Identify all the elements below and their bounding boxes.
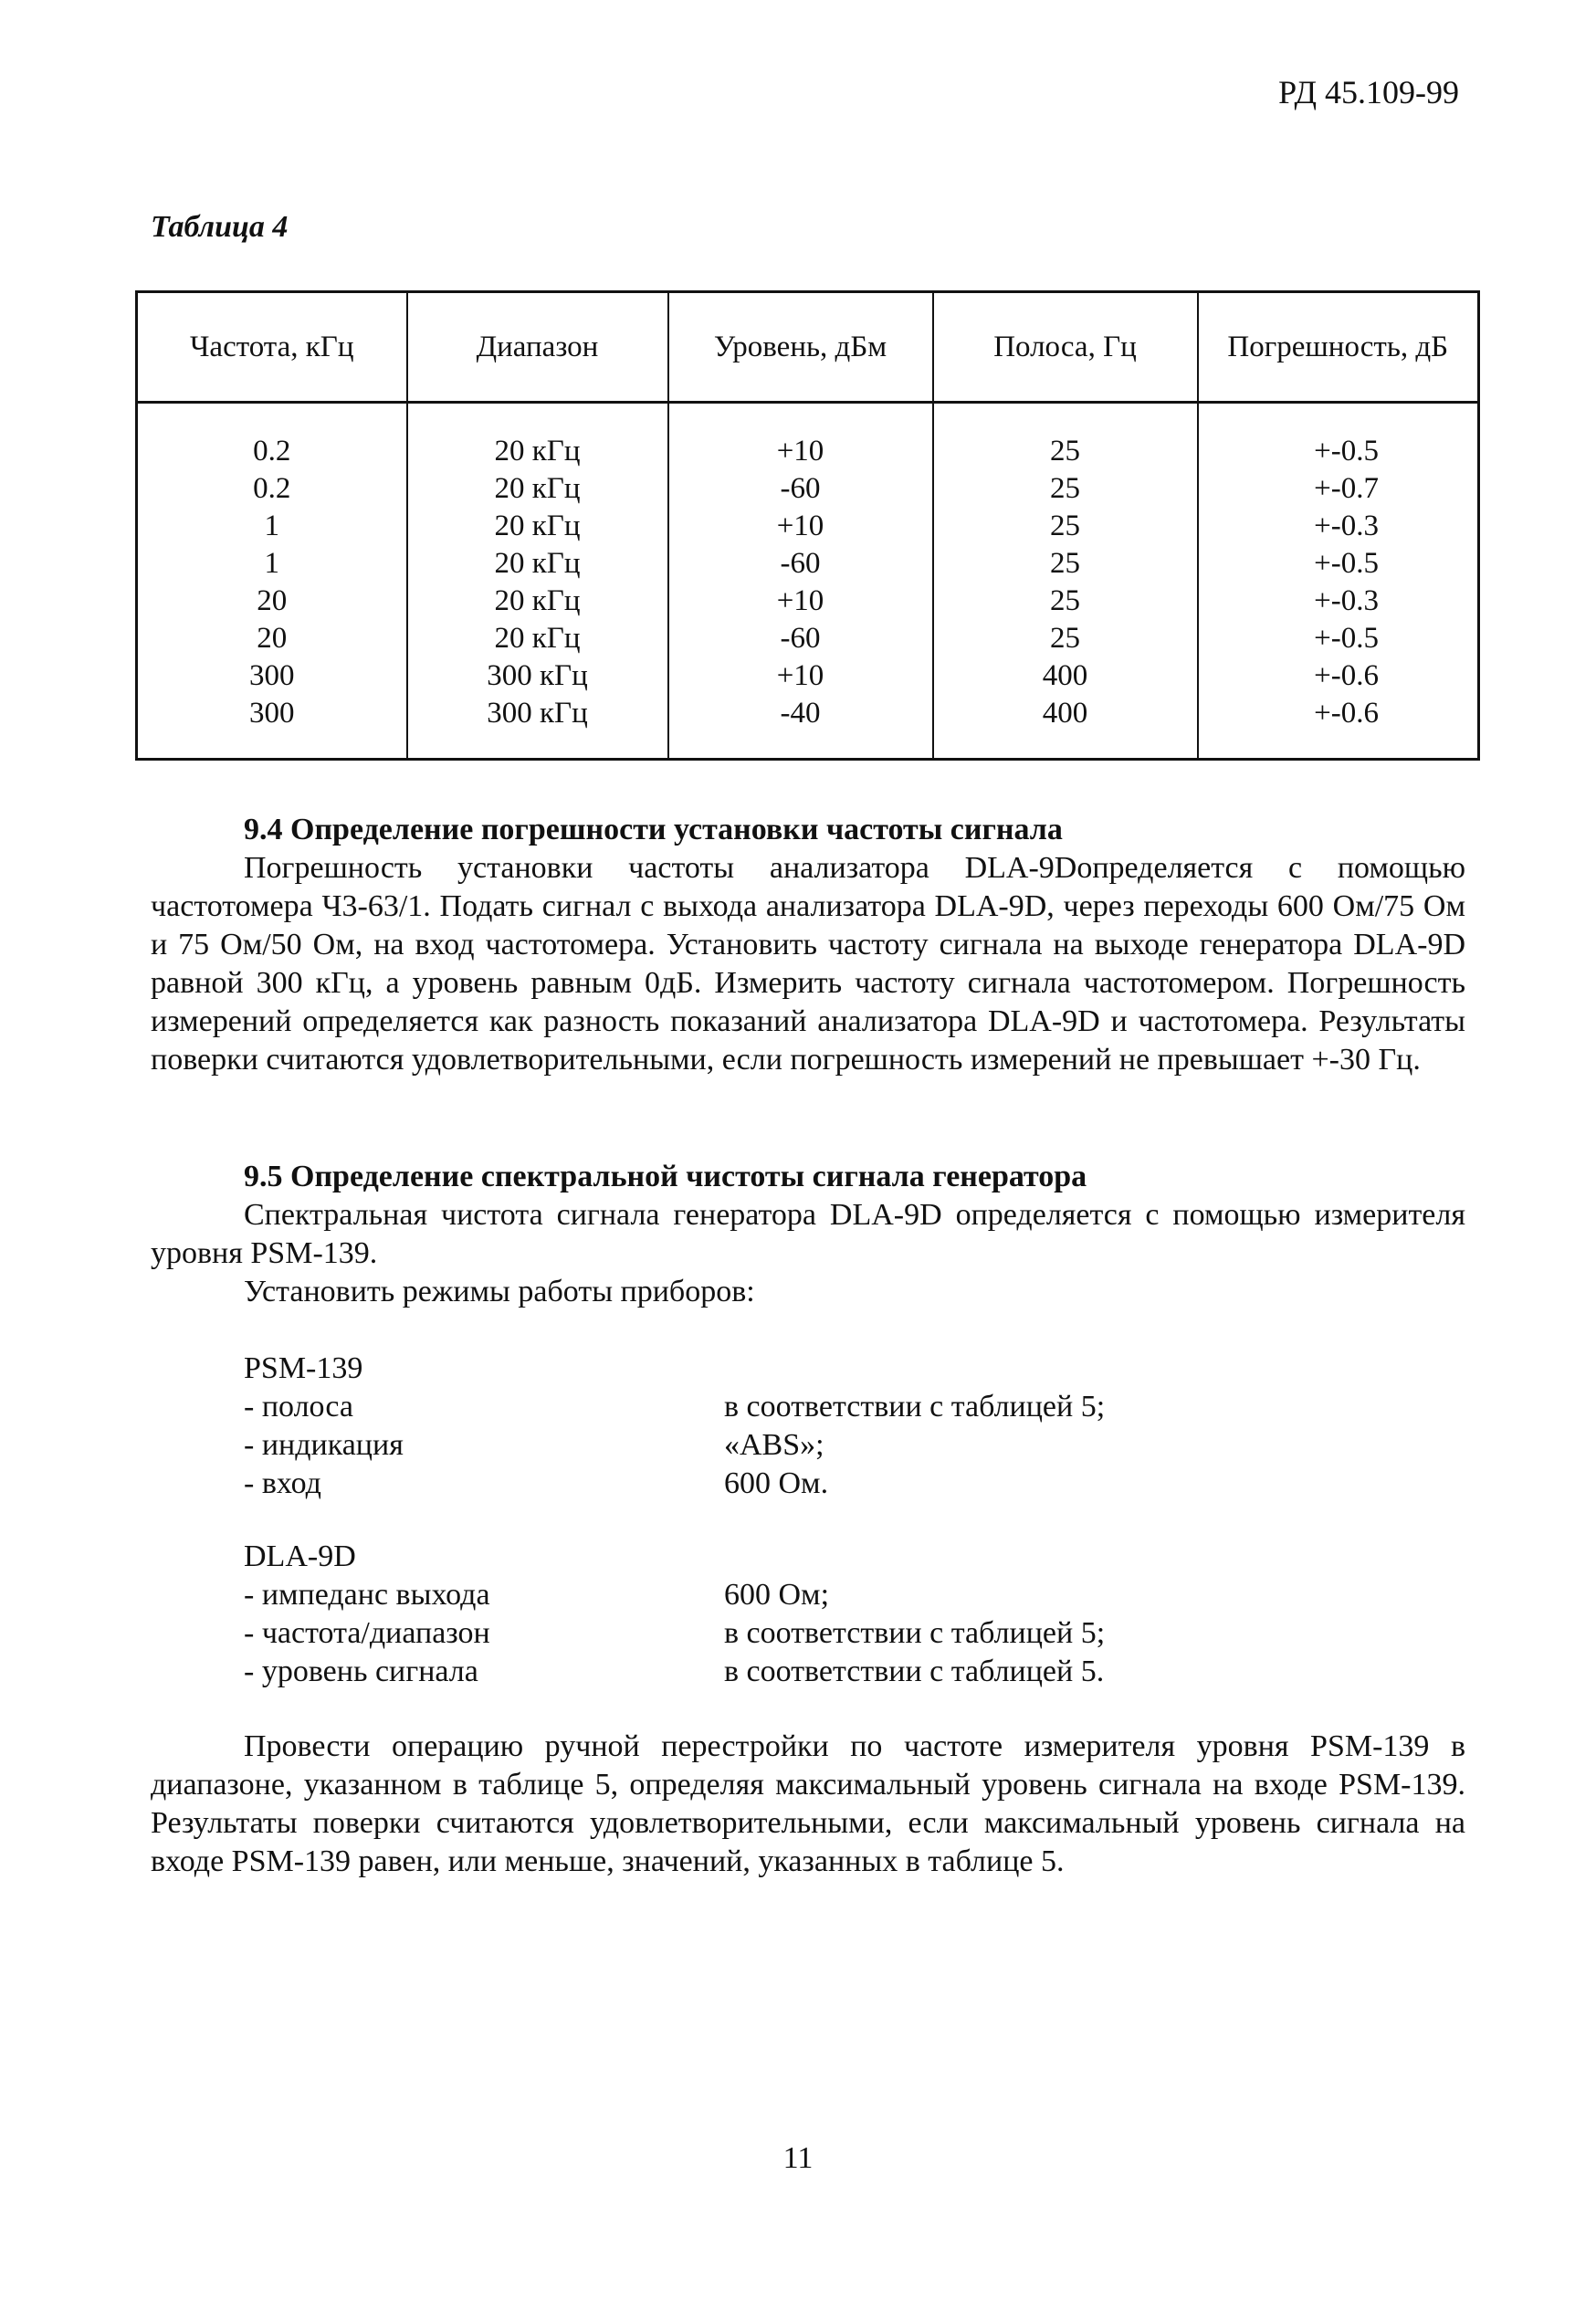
- header-frequency: Частота, кГц: [137, 292, 407, 403]
- column-frequency: [137, 403, 407, 760]
- cell: -60: [780, 547, 821, 580]
- header-error: Погрешность, дБ: [1198, 292, 1479, 403]
- cell: 25: [1050, 584, 1080, 617]
- cell: 0.2: [253, 435, 291, 468]
- header-level: Уровень, дБм: [668, 292, 933, 403]
- cell: 1: [264, 547, 279, 580]
- section-9-4-text: Погрешность установки частоты анализатора DLA-9Dопределяется с помощью частотомера Ч3-63/1. Подать сигнал с выхода анализатора DLA-9D, через переходы 600 Ом/75 Ом и 75 Ом/50 Ом, на вход частотомера. Установить частоту сигнала на выходе генератора DLA-9D равной 300 кГц, а уровень равным 0дБ. Измерить частоту сигнала частотомером. Погрешность измерений определяется как разность показаний анализатора DLA-9D и частотомера. Результаты поверки считаются удовлетворительными, если погрешность измерений не превышает +-30 Гц.: [151, 851, 1465, 1077]
- settings-row: [244, 1465, 1431, 1503]
- cell: 25: [1050, 435, 1080, 468]
- section-9-4-heading: 9.4 Определение погрешности установки частоты сигнала: [244, 813, 1063, 846]
- header-bandwidth: Полоса, Гц: [933, 292, 1198, 403]
- setting-param: - уровень сигнала: [244, 1655, 478, 1688]
- table-body-row: [137, 403, 1479, 760]
- settings-row: [244, 1653, 1431, 1691]
- cell: -60: [780, 472, 821, 505]
- setting-value: «ABS»;: [724, 1428, 824, 1462]
- section-9-5: [151, 1158, 1465, 1311]
- cell: +-0.7: [1314, 472, 1379, 505]
- psm-settings: [244, 1350, 1431, 1503]
- settings-row: [244, 1614, 1431, 1653]
- cell: +-0.5: [1314, 622, 1379, 655]
- cell: +-0.6: [1314, 697, 1379, 730]
- dla-device-name: DLA-9D: [244, 1539, 356, 1573]
- cell: +-0.5: [1314, 547, 1379, 580]
- cell: 20: [257, 622, 288, 655]
- cell: +-0.3: [1314, 584, 1379, 617]
- cell: 25: [1050, 472, 1080, 505]
- setting-value: в соответствии с таблицей 5;: [724, 1616, 1106, 1650]
- cell: 300: [249, 659, 295, 692]
- cell: +10: [776, 510, 824, 542]
- cell: 20: [257, 584, 288, 617]
- setting-value: в соответствии с таблицей 5;: [724, 1390, 1106, 1424]
- setting-param: - полоса: [244, 1390, 353, 1424]
- setting-param: - вход: [244, 1466, 321, 1500]
- dla-settings: [244, 1538, 1431, 1691]
- cell: +-0.6: [1314, 659, 1379, 692]
- cell: 25: [1050, 510, 1080, 542]
- cell: 25: [1050, 622, 1080, 655]
- header-range: Диапазон: [407, 292, 668, 403]
- column-range: [407, 403, 668, 760]
- cell: 20 кГц: [494, 547, 581, 580]
- setting-value: в соответствии с таблицей 5.: [724, 1655, 1105, 1688]
- cell: 300 кГц: [487, 659, 588, 692]
- table-title: Таблица 4: [151, 210, 289, 244]
- cell: 20 кГц: [494, 435, 581, 468]
- cell: -40: [780, 697, 821, 730]
- column-level: [668, 403, 933, 760]
- cell: 20 кГц: [494, 584, 581, 617]
- cell: +-0.3: [1314, 510, 1379, 542]
- settings-row: [244, 1388, 1431, 1426]
- setting-value: 600 Ом.: [724, 1466, 829, 1500]
- cell: 20 кГц: [494, 510, 581, 542]
- cell: +10: [776, 435, 824, 468]
- section-9-4: [151, 811, 1465, 1079]
- page-number: 11: [782, 2141, 814, 2175]
- settings-row: [244, 1426, 1431, 1465]
- settings-row: [244, 1576, 1431, 1614]
- closing-paragraph: [151, 1728, 1465, 1881]
- cell: +10: [776, 584, 824, 617]
- table-header-row: [137, 292, 1479, 403]
- setting-param: - частота/диапазон: [244, 1616, 490, 1650]
- cell: +-0.5: [1314, 435, 1379, 468]
- table-4: [135, 290, 1480, 761]
- cell: 20 кГц: [494, 622, 581, 655]
- section-9-5-heading: 9.5 Определение спектральной чистоты сигнала генератора: [244, 1160, 1087, 1193]
- cell: 20 кГц: [494, 472, 581, 505]
- cell: 300: [249, 697, 295, 730]
- document-code: РД 45.109-99: [1278, 74, 1459, 110]
- column-error: [1198, 403, 1479, 760]
- cell: 25: [1050, 547, 1080, 580]
- setting-param: - импеданс выхода: [244, 1578, 490, 1612]
- cell: 300 кГц: [487, 697, 588, 730]
- psm-device-name: PSM-139: [244, 1351, 363, 1385]
- closing-text: Провести операцию ручной перестройки по частоте измерителя уровня PSM-139 в диапазоне, указанном в таблице 5, определяя максимальный уровень сигнала на входе PSM-139. Результаты поверки считаются удовлетворительными, если максимальный уровень сигнала на входе PSM-139 равен, или меньше, значений, указанных в таблице 5.: [151, 1729, 1465, 1878]
- cell: 400: [1042, 697, 1088, 730]
- column-bandwidth: [933, 403, 1198, 760]
- cell: 400: [1042, 659, 1088, 692]
- cell: 1: [264, 510, 279, 542]
- section-9-5-instruction: Установить режимы работы приборов:: [244, 1275, 755, 1308]
- cell: 0.2: [253, 472, 291, 505]
- cell: +10: [776, 659, 824, 692]
- setting-param: - индикация: [244, 1428, 404, 1462]
- setting-value: 600 Ом;: [724, 1578, 830, 1612]
- cell: -60: [780, 622, 821, 655]
- section-9-5-text: Спектральная чистота сигнала генератора DLA-9D определяется с помощью измерителя уровня PSM-139.: [151, 1198, 1465, 1270]
